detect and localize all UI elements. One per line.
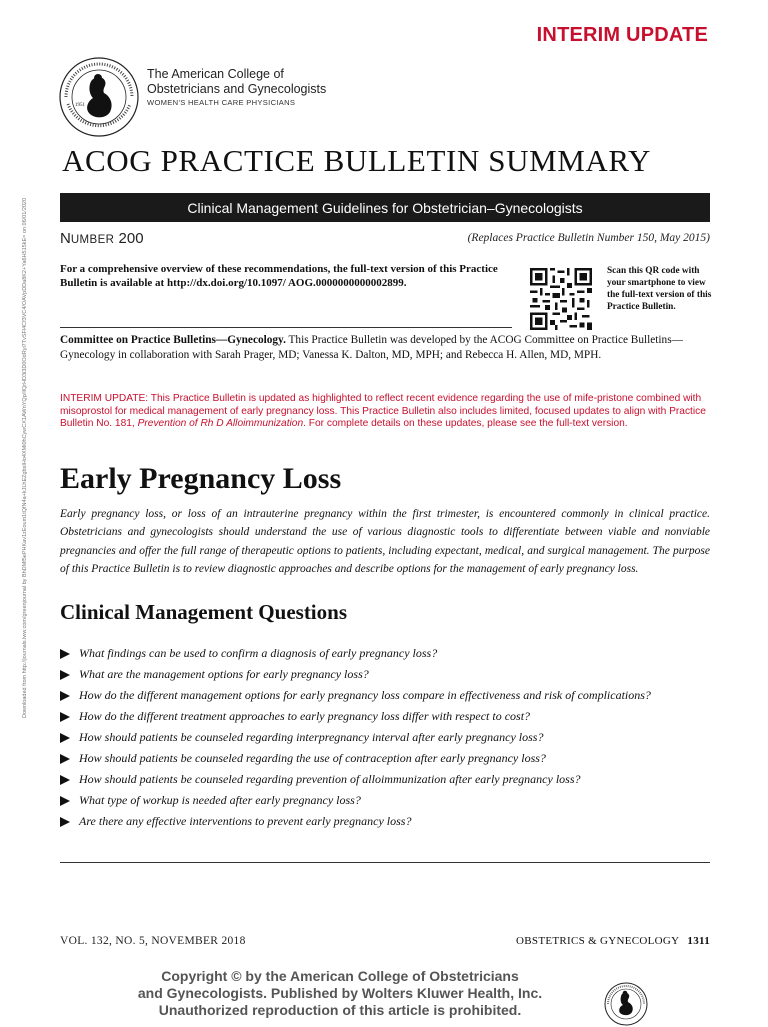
qr-caption: Scan this QR code with your smartphone to view the full-text version of this Practice Bulletin. (607, 266, 712, 312)
number-value: 200 (118, 230, 144, 247)
question-text: How should patients be counseled regarding prevention of alloimmunization after early pregnancy loss? (79, 772, 581, 786)
question-text: What type of workup is needed after early pregnancy loss? (79, 793, 361, 807)
committee-paragraph (60, 333, 712, 362)
question-text: What are the management options for early pregnancy loss? (79, 667, 369, 681)
triangle-bullet-icon (60, 754, 70, 764)
org-name-line1: The American College of (147, 67, 284, 81)
subtitle-bar (60, 193, 710, 222)
interim-note-part1: INTERIM UPDATE: This Practice Bulletin is updated as highlighted to reflect recent evidence regarding the use of mife-pristone combined with misoprostol for medical management of early pregnancy loss. This Practice Bulletin also includes limited, focused updates to align with Practice Bulletin No. 181, (60, 393, 706, 429)
divider-bottom (60, 862, 710, 863)
triangle-bullet-icon (60, 691, 70, 701)
interim-update-banner: INTERIM UPDATE (536, 24, 708, 46)
question-text: What findings can be used to confirm a diagnosis of early pregnancy loss? (79, 646, 438, 660)
overview-text: For a comprehensive overview of these recommendations, the full-text version of this Practice Bulletin is available at http://dx.doi.org/10.1097/ AOG.0000000000002899. (60, 263, 498, 289)
list-item (60, 771, 715, 789)
journal-name: OBSTETRICS & GYNECOLOGY (516, 935, 680, 947)
list-item (60, 729, 715, 747)
question-text: How should patients be counseled regarding interpregnancy interval after early pregnancy loss? (79, 730, 544, 744)
questions-list (60, 645, 715, 834)
interim-note-italic: Prevention of Rh D Alloimmunization (137, 418, 304, 429)
bulletin-number (60, 230, 144, 247)
issue-info: VOL. 132, NO. 5, NOVEMBER 2018 (60, 935, 246, 947)
triangle-bullet-icon (60, 649, 70, 659)
qr-code-icon[interactable] (530, 268, 592, 330)
list-item (60, 750, 715, 768)
committee-lead: Committee on Practice Bulletins—Gynecology. (60, 334, 286, 346)
page-title: ACOG PRACTICE BULLETIN SUMMARY (62, 143, 651, 178)
copyright-line3: Unauthorized reproduction of this article is prohibited. (158, 1002, 522, 1018)
divider-top (60, 327, 512, 328)
triangle-bullet-icon (60, 775, 70, 785)
list-item (60, 666, 715, 684)
copyright-notice (90, 968, 590, 1019)
number-label-first: N (60, 230, 71, 247)
section-title: Early Pregnancy Loss (60, 462, 342, 495)
interim-note-part2: . For complete details on these updates, please see the full-text version. (303, 418, 628, 429)
section-intro: Early pregnancy loss, or loss of an intrauterine pregnancy within the first trimester, is encountered commonly in clinical practice. Obstetricians and gynecologists should understand the use of various diagnostic tools to differentiate between viable and nonviable pregnancies and offer the full range of therapeutic options to patients, including expectant, medical, and surgical management. The purpose of this Practice Bulletin is to review diagnostic approaches and describe options for the management of early pregnancy loss. (60, 508, 710, 575)
questions-heading: Clinical Management Questions (60, 600, 347, 624)
question-text: How do the different management options for early pregnancy loss compare in effectiveness and risk of complications? (79, 688, 651, 702)
copyright-line2: and Gynecologists. Published by Wolters Kluwer Health, Inc. (137, 985, 543, 1001)
list-item (60, 792, 715, 810)
triangle-bullet-icon (60, 817, 70, 827)
list-item (60, 813, 715, 831)
org-tagline: WOMEN'S HEALTH CARE PHYSICIANS (147, 98, 296, 107)
number-label-rest: UMBER (70, 234, 115, 246)
copyright-line1: Copyright © by the American College of Obstetricians (161, 968, 519, 984)
question-text: How do the different treatment approaches to early pregnancy loss differ with respect to cost? (79, 709, 531, 723)
triangle-bullet-icon (60, 712, 70, 722)
triangle-bullet-icon (60, 733, 70, 743)
triangle-bullet-icon (60, 796, 70, 806)
question-text: Are there any effective interventions to prevent early pregnancy loss? (79, 814, 412, 828)
question-text: How should patients be counseled regarding the use of contraception after early pregnancy loss? (79, 751, 546, 765)
download-side-note: Downloaded from http://journals.lww.com/greenjournal by BhDMf5ePHKav1zEoum1tQfN4a+kJLhEZgbsIHo4XMi0hCywCX1AWnYQp/IlQrHD3i3D0OdRyi7TvSFl4Cf3VC4/OAVpDDa8K2+Ya6H515kE= on 06/01/2020 (22, 197, 28, 718)
org-name (147, 67, 326, 97)
replaces-note: (Replaces Practice Bulletin Number 150, May 2015) (467, 232, 710, 244)
triangle-bullet-icon (60, 670, 70, 680)
list-item (60, 687, 715, 705)
journal-info (516, 935, 710, 947)
acog-seal-logo-icon (58, 56, 140, 138)
committee-text: This Practice Bulletin was developed by the ACOG Committee on Practice Bulletins—Gynecology in collaboration with Sarah Prager, MD; Vanessa K. Dalton, MD, MPH; and Rebecca H. Allen, MD, MPH. (60, 334, 683, 361)
org-name-line2: Obstetricians and Gynecologists (147, 82, 327, 96)
list-item (60, 708, 715, 726)
interim-update-note (60, 393, 712, 431)
list-item (60, 645, 715, 663)
acog-seal-small-icon (603, 981, 649, 1027)
subtitle-text: Clinical Management Guidelines for Obstetrician–Gynecologists (187, 199, 583, 216)
page-number: 1311 (687, 935, 710, 947)
svg-text:1951: 1951 (75, 103, 85, 108)
